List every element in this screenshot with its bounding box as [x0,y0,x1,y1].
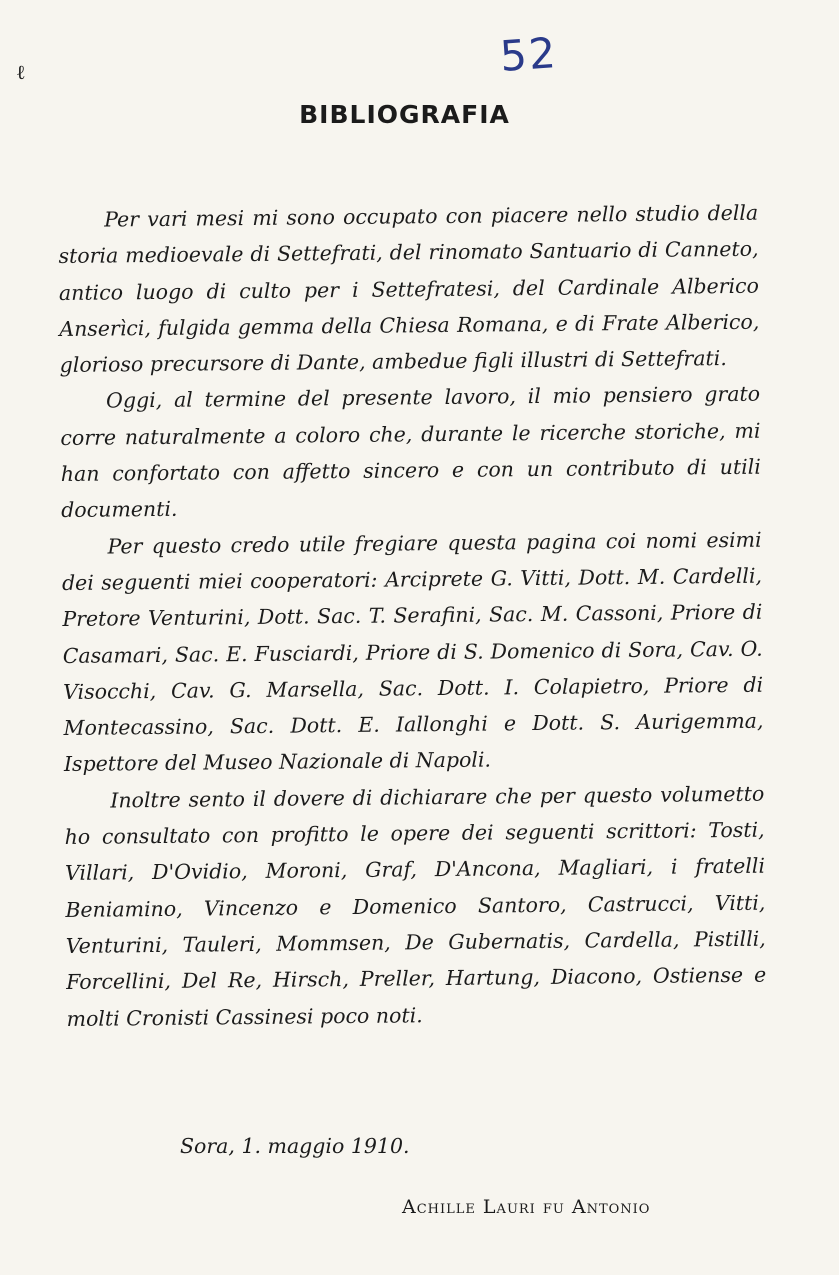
body-text [58,195,767,1037]
author-signature: Achille Lauri fu Antonio [402,1196,651,1218]
page-title: BIBLIOGRAFIA [299,100,510,129]
paragraph-4: Inoltre sento il dovere di dichiarare che per questo volumetto ho consultato con profitto le opere dei seguenti scrittori: Tosti, Villari, D'Ovidio, Moroni, Graf, D'Ancona, Magliari, i fratelli Beniamino, Vincenzo e Domenico Santoro, Castrucci, Vitti, Venturini, Tauleri, Mommsen, De Gubernatis, Cardella, Pistilli, Forcellini, Del Re, Hirsch, Preller, Hartung, Diacono, Ostiense e molti Cronisti Cassinesi poco noti. [64,781,767,1031]
paragraph-2: Oggi, al termine del presente lavoro, il mio pensiero grato corre naturalmente a coloro che, durante le ricerche storiche, mi han confortato con affetto sincero e con un contributo di utili documenti. [60,382,761,523]
date-line: Sora, 1. maggio 1910. [180,1134,410,1158]
handwritten-page-number: 52 [498,28,560,81]
corner-mark: ℓ [16,60,26,84]
paragraph-3: Per questo credo utile fregiare questa pagina coi nomi esimi dei seguenti miei cooperatori: Arciprete G. Vitti, Dott. M. Cardelli, Pretore Venturini, Dott. Sac. T. Serafini, Sac. M. Cassoni, Priore di Casamari, Sac. E. Fusciardi, Priore di S. Domenico di Sora, Cav. O. Visocchi, Cav. G. Marsella, Sac. Dott. I. Colapietro, Priore di Montecassino, Sac. Dott. E. Iallonghi e Dott. S. Aurigemma, Ispettore del Museo Nazionale di Napoli. [61,527,764,777]
paragraph-1: Per vari mesi mi sono occupato con piacere nello studio della storia medioevale di Settefrati, del rinomato Santuario di Canneto, antico luogo di culto per i Settefratesi, del Cardinale Alberico Anserìci, fulgida gemma della Chiesa Romana, e di Frate Alberico, glorioso precursore di Dante, ambedue figli illustri di Settefrati. [58,200,760,378]
